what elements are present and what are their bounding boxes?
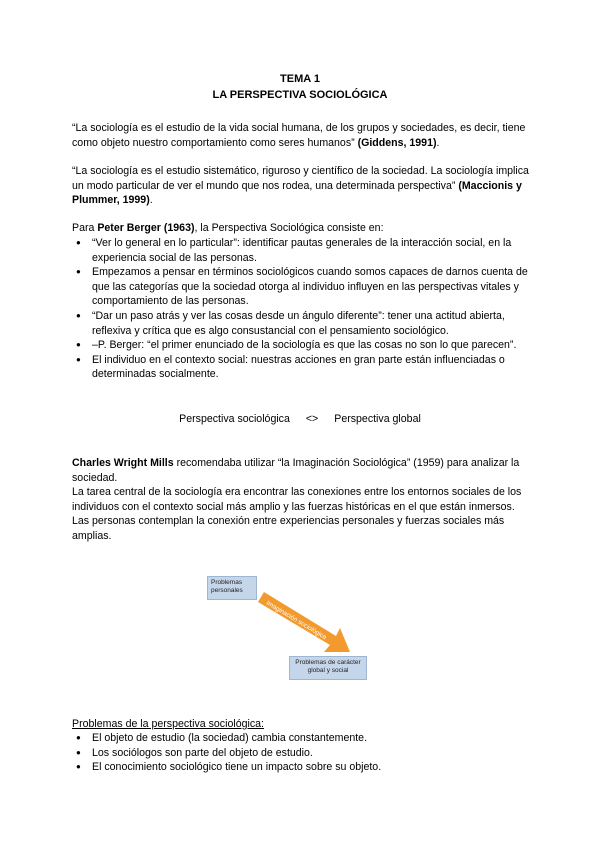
sociological-imagination-diagram (200, 570, 420, 690)
mills-name: Charles Wright Mills (72, 457, 174, 469)
quote-giddens (72, 121, 532, 150)
perspective-comparison (0, 412, 600, 427)
berger-intro-post: , la Perspectiva Sociológica consiste en: (194, 222, 384, 234)
mills-line-3: Las personas contemplan la conexión entre experiencias personales y fuerzas sociales más amplias. (72, 515, 505, 542)
title-line-1: TEMA 1 (280, 73, 320, 85)
list-item: ● El objeto de estudio (la sociedad) cambia constantemente. (72, 731, 532, 746)
quote-text: “La sociología es el estudio sistemático, riguroso y científico de la sociedad. La sociología implica un modo particular de ver el mundo que nos rodea, una determinada perspectiva” (72, 165, 529, 192)
comparison-left: Perspectiva sociológica (179, 413, 290, 425)
list-item: ● “Ver lo general en lo particular”: identificar pautas generales de la interacción social, en la experiencia social de las personas. (72, 236, 532, 265)
berger-intro (72, 221, 532, 236)
comparison-separator: <> (305, 413, 319, 425)
global-problems-box: Problemas de carácter global y social (289, 656, 367, 680)
list-item: ● El individuo en el contexto social: nuestras acciones en gran parte están influenciadas o determinadas socialmente. (72, 353, 532, 382)
quote-end: . (149, 194, 153, 207)
problems-heading: Problemas de la perspectiva sociológica: (72, 718, 264, 730)
mills-paragraph (72, 456, 532, 544)
list-item: ● “Dar un paso atrás y ver las cosas desde un ángulo diferente”: tener una actitud abierta, reflexiva y crítica que es algo consustancial con el pensamiento sociológico. (72, 309, 532, 338)
quote-citation: (Giddens, 1991) (357, 136, 437, 149)
arrow-label: Imaginación sociológica (264, 599, 328, 642)
mills-line-1: recomendaba utilizar “la Imaginación Sociológica” (1959) para analizar la sociedad. (72, 457, 520, 484)
list-item: ● Los sociólogos son parte del objeto de estudio. (72, 746, 532, 761)
list-item: ● Empezamos a pensar en términos sociológicos cuando somos capaces de darnos cuenta de que las categorías que la sociedad otorga al individuo influyen en las perspectivas vitales y comportamiento de las personas. (72, 265, 532, 309)
list-item: ● –P. Berger: “el primer enunciado de la sociología es que las cosas no son lo que parecen”. (72, 338, 532, 353)
problems-list (72, 731, 532, 775)
comparison-right: Perspectiva global (334, 413, 421, 425)
berger-list (72, 236, 532, 382)
personal-problems-box: Problemas personales (207, 576, 257, 600)
title-line-2: LA PERSPECTIVA SOCIOLÓGICA (212, 89, 388, 101)
list-item: ● El conocimiento sociológico tiene un impacto sobre su objeto. (72, 760, 532, 775)
quote-end: . (436, 136, 440, 149)
berger-intro-pre: Para (72, 222, 98, 234)
quote-text: “La sociología es el estudio de la vida social humana, de los grupos y sociedades, es decir, tiene como objeto nuestro comportamiento como seres humanos” (72, 122, 526, 149)
quote-citation: (Maccionis y Plummer, 1999) (72, 179, 522, 207)
mills-line-2: La tarea central de la sociología era encontrar las conexiones entre los entornos sociales de los individuos con el contexto social más amplio y las fuerzas históricas en el que están inmersos. (72, 486, 522, 513)
berger-name: Peter Berger (1963) (97, 222, 195, 234)
quote-maccionis (72, 164, 532, 208)
